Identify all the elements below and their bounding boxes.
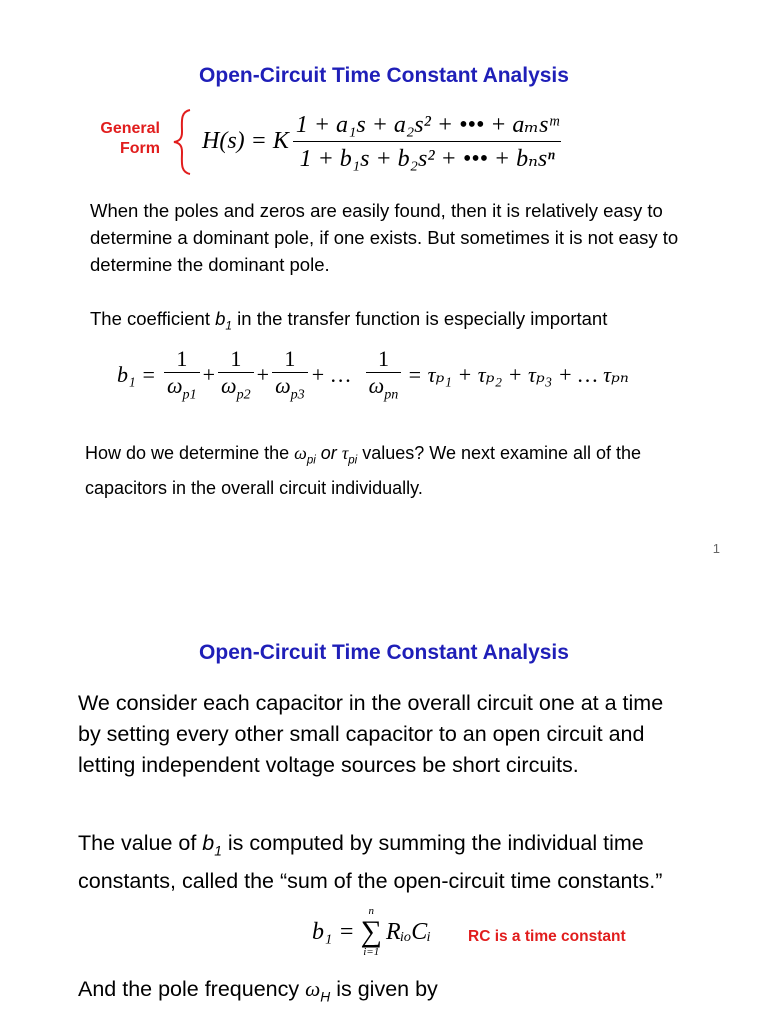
general-label-line2: Form <box>120 140 160 157</box>
term-1-num: 1 <box>176 346 188 371</box>
question-or: or <box>315 443 342 463</box>
coeff-before: The coefficient <box>90 308 216 329</box>
general-form-label <box>96 120 160 158</box>
term-2-sub: p2 <box>236 386 251 403</box>
term-1-omega: ω <box>167 373 183 398</box>
coeff-symbol: b <box>215 308 226 329</box>
term-1-sub: p1 <box>182 386 197 403</box>
b1-rhs: = τₚ₁ + τₚ₂ + τₚ₃ + … τₚₙ <box>407 361 629 387</box>
question-tau-sub: pi <box>348 454 358 467</box>
sum-lhs: b₁ = <box>312 918 355 945</box>
b1-term-2 <box>218 346 254 403</box>
question-tau: τ <box>341 443 349 463</box>
rc-note: RC is a time constant <box>468 928 626 945</box>
sum-body: RᵢₒCᵢ <box>385 918 432 945</box>
term-3-omega: ω <box>275 373 291 398</box>
slide-2-paragraph-2 <box>78 828 708 897</box>
last-line-after: is given by <box>330 977 438 1001</box>
slide-2-paragraph-1: We consider each capacitor in the overall circuit one at a time by setting every other small capacitor to an open circuit and letting independent voltage sources be short circuits. <box>78 691 664 777</box>
last-line-subscript: H <box>320 989 331 1005</box>
plus-2: + <box>256 361 270 387</box>
last-line-omega: ω <box>305 977 321 1001</box>
b1-term-3 <box>272 346 308 403</box>
transfer-numerator: 1 + a₁s + a₂s² + ••• + aₘsᵐ <box>295 112 559 138</box>
sum-lower: i=1 <box>363 946 380 958</box>
term-1-den <box>164 372 200 403</box>
b1-equation <box>117 346 629 403</box>
sum-upper: n <box>368 905 374 917</box>
question-omega: ω <box>294 443 307 463</box>
page-number: 1 <box>712 541 720 556</box>
slide-1-title: Open-Circuit Time Constant Analysis <box>199 64 569 87</box>
coeff-after: in the transfer function is especially important <box>232 308 608 329</box>
b1-term-1 <box>164 346 200 403</box>
term-2-den <box>218 372 254 403</box>
general-label-line1: General <box>100 120 160 137</box>
question-part-2: values? We next examine all of the capacitors in the overall circuit individually. <box>85 443 642 498</box>
transfer-lhs: H(s) = K <box>202 128 289 154</box>
paragraph-2-after: is computed by summing the individual time constants, called the “sum of the open-circuit time constants.” <box>78 831 663 894</box>
b1-lhs: b₁ = <box>117 361 156 387</box>
term-n-den <box>366 372 402 403</box>
coefficient-sentence <box>90 305 710 340</box>
transfer-fraction <box>293 110 562 173</box>
term-n-sub: pn <box>384 386 399 403</box>
question-omega-sub: pi <box>306 454 316 467</box>
paragraph-2-subscript: 1 <box>214 843 222 859</box>
term-3-sub: p3 <box>290 386 305 403</box>
coeff-subscript: 1 <box>225 318 233 333</box>
red-brace <box>170 108 196 176</box>
question-part-1: How do we determine the <box>85 443 295 463</box>
b1-term-n <box>366 346 402 403</box>
plus-1: + <box>202 361 216 387</box>
term-n-omega: ω <box>368 373 385 398</box>
sigma-block <box>361 906 382 958</box>
term-2-omega: ω <box>221 373 237 398</box>
term-n-num: 1 <box>377 346 389 371</box>
transfer-function <box>202 110 561 173</box>
slide-1-question <box>85 440 695 502</box>
sum-equation <box>312 906 431 958</box>
term-3-num: 1 <box>284 346 296 371</box>
term-3-den <box>272 372 308 403</box>
plus-ellipsis: + … <box>311 361 352 387</box>
slide-2-last-line <box>78 974 708 1012</box>
paragraph-2-before: The value of <box>78 831 203 855</box>
slide-2-title: Open-Circuit Time Constant Analysis <box>199 641 569 664</box>
slide-1-paragraph-1: When the poles and zeros are easily found, then it is relatively easy to determine a dominant pole, if one exists. But sometimes it is not easy to determine the dominant pole. <box>90 200 679 275</box>
sigma-symbol: ∑ <box>360 915 382 948</box>
term-2-num: 1 <box>230 346 242 371</box>
paragraph-2-symbol: b <box>202 831 215 855</box>
last-line-before: And the pole frequency <box>78 977 306 1001</box>
slide-2 <box>0 578 768 1024</box>
transfer-denominator: 1 + b₁s + b₂s² + ••• + bₙsⁿ <box>293 141 562 173</box>
